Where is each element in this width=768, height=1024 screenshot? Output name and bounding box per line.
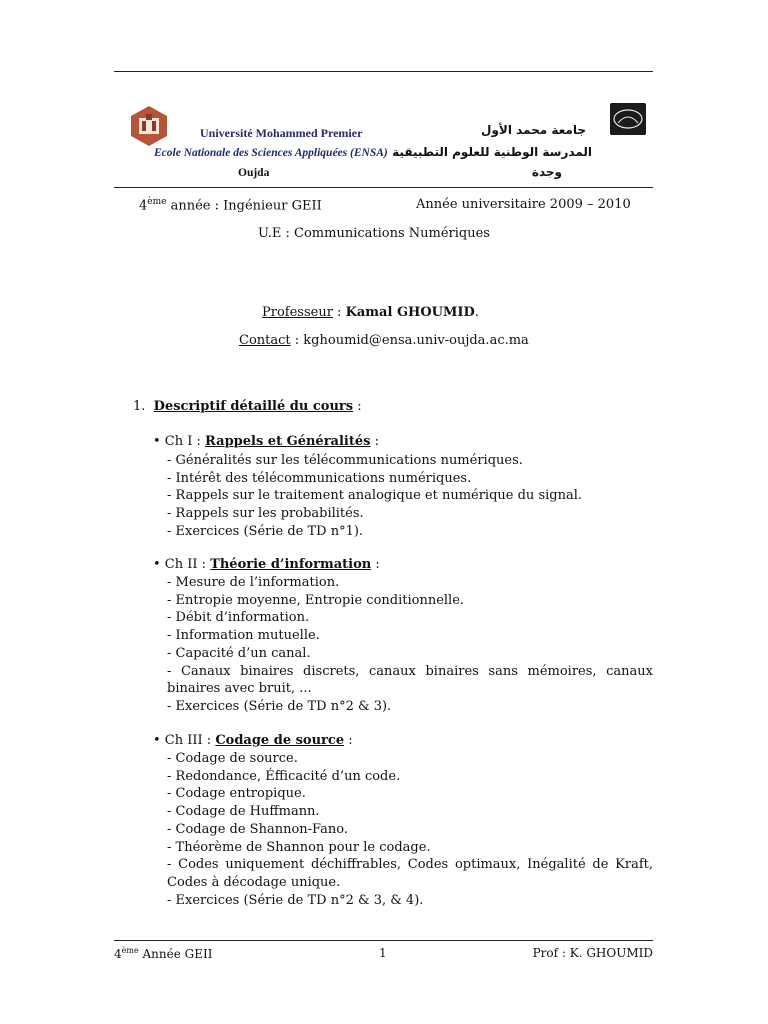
city-name: Oujda — [238, 167, 270, 179]
contact-line: Contact : kghoumid@ensa.univ-oujda.ac.ma — [239, 333, 529, 348]
list-item: - Mesure de l’information. — [167, 575, 340, 590]
list-item: - Codage entropique. — [167, 786, 306, 802]
ensa-logo-icon — [610, 103, 646, 135]
list-item: - Canaux binaires discrets, canaux binaires sans mémoires, canaux binaires avec bruit, ... — [167, 663, 653, 697]
chapter-items — [167, 750, 653, 909]
course-unit: U.E : Communications Numériques — [258, 226, 490, 241]
school-name-arabic: المدرسة الوطنية للعلوم التطبيقية — [392, 145, 592, 159]
footer-right: Prof : K. GHOUMID — [532, 946, 653, 960]
list-item: - Capacité d’un canal. — [167, 645, 311, 661]
university-name-arabic: جامعة محمد الأول — [481, 123, 586, 137]
header-rule — [114, 187, 653, 188]
footer-rule — [114, 940, 653, 941]
section-title: 1. Descriptif détaillé du cours : — [133, 399, 362, 414]
school-name: Ecole Nationale des Sciences Appliquées (ENSA) — [154, 147, 388, 159]
list-item: - Rappels sur les probabilités. — [167, 506, 364, 522]
list-item: - Codage de source. — [167, 751, 298, 766]
list-item: - Codage de Shannon-Fano. — [167, 821, 349, 837]
chapter-heading: • Ch I : Rappels et Généralités : — [153, 434, 379, 449]
list-item: - Généralités sur les télécommunications numériques. — [167, 453, 523, 468]
university-logo-icon — [127, 104, 171, 148]
chapter-heading: • Ch III : Codage de source : — [153, 733, 353, 748]
list-item: - Exercices (Série de TD n°2 & 3, & 4). — [167, 892, 424, 908]
professor-line: Professeur : Kamal GHOUMID. — [262, 305, 479, 320]
list-item: - Exercices (Série de TD n°2 & 3). — [167, 698, 392, 714]
top-rule — [114, 71, 653, 72]
list-item: - Information mutuelle. — [167, 628, 320, 644]
professor-name: Kamal GHOUMID — [345, 305, 475, 320]
academic-year: Année universitaire 2009 – 2010 — [416, 197, 631, 212]
list-item: - Intérêt des télécommunications numériques. — [167, 470, 472, 486]
program-year: 4ème année : Ingénieur GEII — [139, 197, 322, 214]
list-item: - Rappels sur le traitement analogique et numérique du signal. — [167, 488, 583, 504]
footer-left: 4ème Année GEII — [114, 946, 213, 961]
chapter-items — [167, 574, 653, 716]
contact-email: kghoumid@ensa.univ-oujda.ac.ma — [303, 333, 529, 348]
list-item: - Exercices (Série de TD n°1). — [167, 523, 364, 539]
city-name-arabic: وجدة — [531, 165, 562, 179]
list-item: - Entropie moyenne, Entropie conditionnelle. — [167, 592, 465, 608]
list-item: - Débit d’information. — [167, 610, 310, 626]
university-name: Université Mohammed Premier — [200, 126, 363, 140]
list-item: - Redondance, Éfficacité d’un code. — [167, 768, 401, 784]
list-item: - Codes uniquement déchiffrables, Codes optimaux, Inégalité de Kraft, Codes à décodage unique. — [167, 857, 653, 890]
list-item: - Codage de Huffmann. — [167, 804, 320, 820]
chapter-heading: • Ch II : Théorie d’information : — [153, 557, 380, 572]
page-number: 1 — [379, 946, 387, 960]
list-item: - Théorème de Shannon pour le codage. — [167, 839, 431, 855]
chapter-items — [167, 452, 653, 541]
